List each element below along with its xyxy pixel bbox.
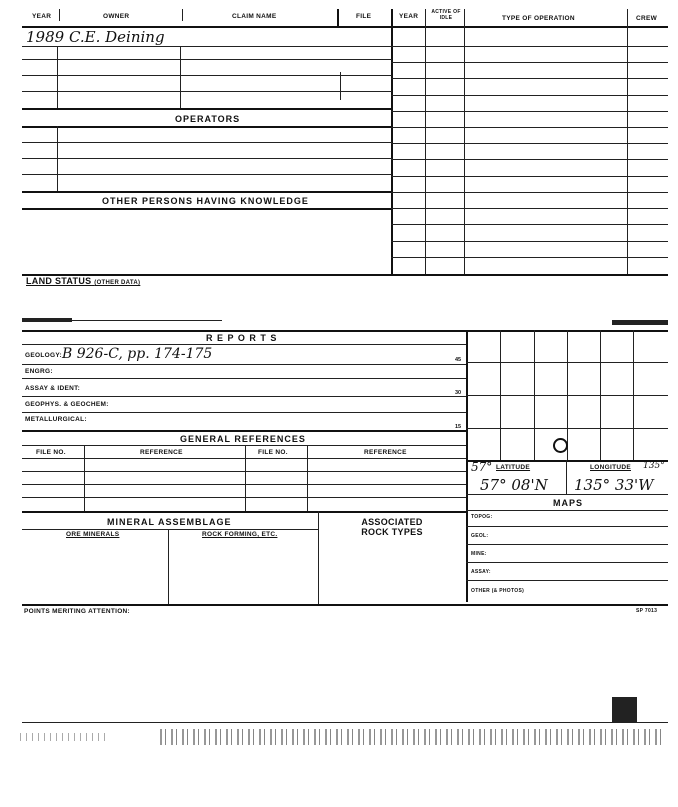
points-meriting-heading: POINTS MERITING ATTENTION: — [24, 608, 131, 615]
maps-assay-label: ASSAY: — [471, 569, 491, 575]
maps-topog-label: TOPOG: — [471, 514, 493, 520]
geology-label: GEOLOGY: — [25, 352, 62, 359]
maps-other-label: OTHER (& PHOTOS) — [471, 588, 525, 594]
black-box-mark — [612, 697, 637, 722]
line-number-45: 45 — [455, 357, 462, 363]
col-header-year-2: YEAR — [399, 13, 419, 20]
line-number-15: 15 — [455, 424, 462, 430]
col-header-year: YEAR — [32, 13, 52, 20]
land-status-heading: LAND STATUS (OTHER DATA) — [26, 276, 141, 286]
assay-ident-label: ASSAY & IDENT: — [25, 385, 81, 392]
maps-mine-label: MINE: — [471, 551, 487, 557]
reports-heading: R E P O R T S — [206, 333, 278, 343]
latitude-value: 57° 08'N — [480, 476, 548, 494]
other-persons-heading: OTHER PERSONS HAVING KNOWLEDGE — [102, 196, 309, 206]
file-no-header-2: FILE NO. — [258, 449, 288, 456]
rock-forming-header: ROCK FORMING, ETC. — [202, 531, 278, 538]
longitude-value: 135° 33'W — [574, 476, 654, 494]
associated-rock-types-heading: ASSOCIATED ROCK TYPES — [361, 517, 423, 537]
operators-heading: OPERATORS — [175, 114, 241, 124]
maps-geol-label: GEOL: — [471, 533, 489, 539]
reference-header-1: REFERENCE — [140, 449, 183, 456]
form-number: SP 7013 — [636, 608, 658, 614]
longitude-suffix: 135° — [643, 461, 665, 471]
location-circle-marker — [553, 438, 568, 453]
line-number-30: 30 — [455, 390, 462, 396]
geophys-label: GEOPHYS. & GEOCHEM: — [25, 401, 109, 408]
latitude-prefix: 57° — [471, 460, 493, 474]
col-header-owner: OWNER — [103, 13, 130, 20]
latitude-label: LATITUDE — [496, 464, 531, 471]
file-no-header-1: FILE NO. — [36, 449, 66, 456]
col-header-active-idle: ACTIVE OF IDLE — [431, 9, 461, 21]
col-header-type-of-operation: TYPE OF OPERATION — [502, 15, 575, 22]
col-header-file: FILE — [356, 13, 372, 20]
engrg-label: ENGRG: — [25, 368, 53, 375]
land-status-sub: (OTHER DATA) — [94, 280, 141, 286]
maps-heading: MAPS — [553, 498, 584, 508]
handwritten-entry: 1989 C.E. Deining — [26, 28, 165, 46]
scan-noise — [160, 729, 665, 745]
col-header-claim-name: CLAIM NAME — [232, 13, 277, 20]
col-header-crew: CREW — [636, 15, 658, 22]
reference-header-2: REFERENCE — [364, 449, 407, 456]
general-references-heading: GENERAL REFERENCES — [180, 434, 306, 444]
ore-minerals-header: ORE MINERALS — [66, 531, 120, 538]
geology-value: B 926-C, pp. 174-175 — [62, 346, 213, 362]
longitude-label: LONGITUDE — [590, 464, 631, 471]
metallurgical-label: METALLURGICAL: — [25, 416, 87, 423]
mineral-assemblage-heading: MINERAL ASSEMBLAGE — [107, 517, 232, 527]
